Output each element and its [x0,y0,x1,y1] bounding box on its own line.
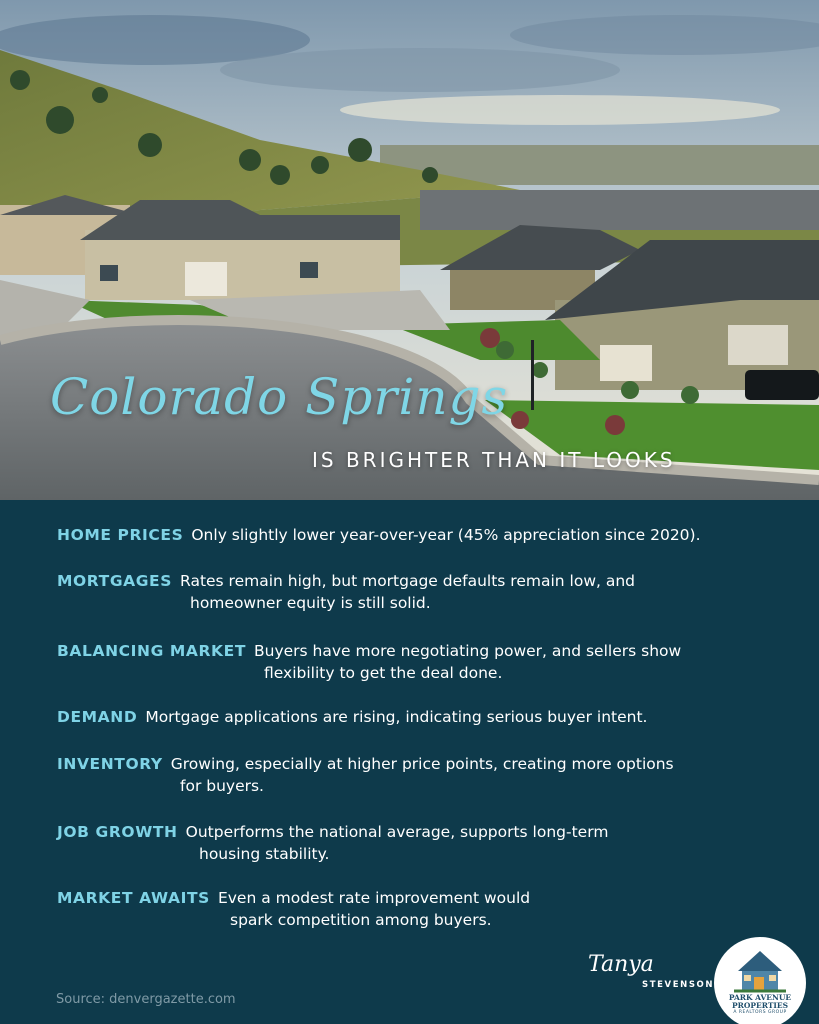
item-text: Growing, especially at higher price points, creating more options [170,755,674,773]
item-label: BALANCING MARKET [57,642,247,660]
item-label: JOB GROWTH [57,823,178,841]
list-item-home-prices [57,524,777,546]
item-text-line2: spark competition among buyers. [230,911,492,929]
item-text-line2: homeowner equity is still solid. [190,594,431,612]
list-item-mortgages [57,570,777,614]
list-item-job-growth [57,821,777,865]
item-text: Buyers have more negotiating power, and sellers show [254,642,682,660]
source-credit: Source: denvergazette.com [56,992,236,1007]
item-text-line2: for buyers. [180,777,264,795]
item-text: Rates remain high, but mortgage defaults remain low, and [180,572,636,590]
item-text: Even a modest rate improvement would [217,889,531,907]
logo-line1: PARK AVENUE [728,993,792,1002]
logo-brand-text [714,994,806,1010]
list-item-market-awaits [57,887,777,931]
hero-subtitle: IS BRIGHTER THAN IT LOOKS [312,448,676,472]
item-text: Mortgage applications are rising, indicating serious buyer intent. [145,708,648,726]
list-item-balancing-market [57,640,777,684]
item-label: INVENTORY [57,755,163,773]
item-label: HOME PRICES [57,526,184,544]
signature-last-name: STEVENSON [642,980,715,990]
item-text-line2: housing stability. [199,845,330,863]
logo-line2: PROPERTIES [731,1001,789,1010]
item-text: Outperforms the national average, supports long-term [185,823,609,841]
list-item-inventory [57,753,777,797]
logo-tagline: A REALTORS GROUP [733,1010,787,1015]
agent-signature [588,952,715,990]
hero-script-title: Colorado Springs [50,368,509,426]
hero-photo [0,0,819,500]
brokerage-logo [714,937,806,1024]
item-label: DEMAND [57,708,138,726]
item-text: Only slightly lower year-over-year (45% appreciation since 2020). [191,526,701,544]
item-label: MORTGAGES [57,572,173,590]
item-label: MARKET AWAITS [57,889,210,907]
item-text-line2: flexibility to get the deal done. [264,664,503,682]
signature-first-name: Tanya [588,952,654,977]
list-item-demand [57,706,777,728]
